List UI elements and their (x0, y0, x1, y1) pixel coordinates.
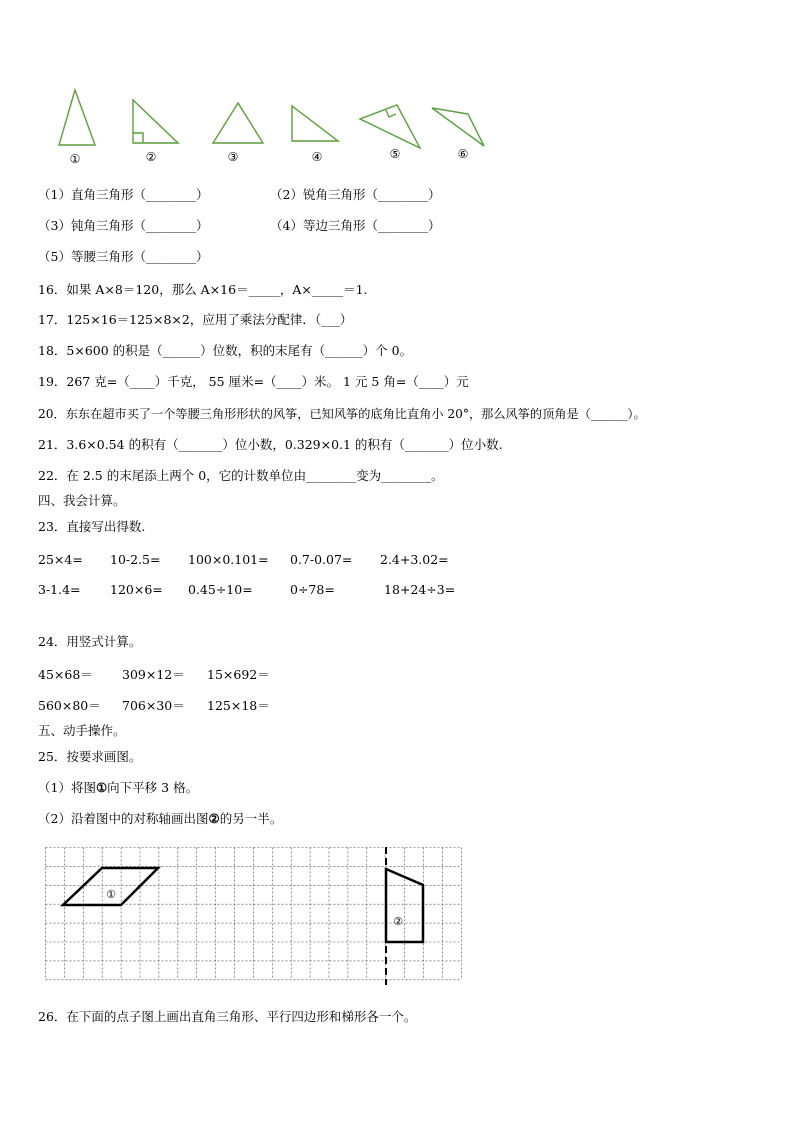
triangle-6 (432, 108, 484, 146)
q25-p2-figure-num: ② (208, 811, 220, 826)
calc-24-r1-c2: 309×12＝ (122, 667, 185, 682)
calc-24-r2-c1: 560×80＝ (38, 698, 101, 713)
question-24-title: 24．用竖式计算。 (38, 634, 142, 649)
calc-23-r2-c1: 3-1.4= (38, 582, 81, 597)
question-25-title: 25．按要求画图。 (38, 749, 142, 764)
question-17: 17．125×16＝125×8×2，应用了乘法分配律．（___） (38, 312, 353, 327)
triangle-label-1: ① (69, 152, 81, 166)
calc-24-r2-c2: 706×30＝ (122, 698, 185, 713)
drawing-grid (45, 847, 465, 987)
q25-p1-figure-num: ① (95, 780, 108, 795)
triangle-label-5: ⑤ (389, 147, 401, 161)
triangle-label-3: ③ (227, 150, 239, 164)
triangle-label-4: ④ (311, 150, 323, 164)
calc-23-r2-c3: 0.45÷10= (188, 582, 253, 597)
calc-23-r1-c4: 0.7-0.07= (290, 552, 353, 567)
classify-q1: （1）直角三角形（________） (38, 187, 209, 202)
question-25-part1 (38, 780, 198, 796)
triangle-1 (59, 90, 95, 145)
section-4-heading: 四、我会计算。 (38, 493, 126, 508)
triangle-label-2: ② (145, 150, 157, 164)
calc-23-r1-c2: 10-2.5= (110, 552, 161, 567)
calc-24-r2-c3: 125×18＝ (207, 698, 270, 713)
calc-23-r1-c5: 2.4+3.02= (380, 552, 449, 567)
calc-24-r1-c3: 15×692＝ (207, 667, 270, 682)
right-angle-mark-2 (133, 133, 143, 143)
calc-24-r1-c1: 45×68＝ (38, 667, 93, 682)
question-22: 22．在 2.5 的末尾添上两个 0，它的计数单位由________变为________。 (38, 468, 444, 483)
question-16: 16．如果 A×8＝120，那么 A×16＝_____，A×_____＝1. (38, 282, 368, 297)
shape-1-label: ① (106, 888, 116, 901)
calc-23-r2-c4: 0÷78= (290, 582, 335, 597)
calc-23-r2-c2: 120×6= (110, 582, 163, 597)
q25-p2-before: （2）沿着图中的对称轴画出图 (38, 811, 209, 826)
triangle-figures (0, 0, 794, 175)
calc-23-r1-c3: 100×0.101= (188, 552, 269, 567)
question-23-title: 23．直接写出得数. (38, 519, 146, 534)
question-18: 18．5×600 的积是（______）位数，积的末尾有（______）个 0。 (38, 343, 413, 358)
triangle-label-6: ⑥ (457, 147, 469, 161)
question-26: 26．在下面的点子图上画出直角三角形、平行四边形和梯形各一个。 (38, 1009, 417, 1024)
question-20: 20．东东在超市买了一个等腰三角形形状的风筝，已知风筝的底角比直角小 20°，那么风筝的顶角是（______）。 (38, 407, 646, 421)
triangle-5 (360, 105, 420, 148)
calc-23-r2-c5: 18+24÷3= (384, 582, 456, 597)
triangle-2 (133, 100, 178, 143)
classify-q4: （4）等边三角形（________） (270, 218, 441, 233)
q25-p1-before: （1）将图 (38, 780, 96, 795)
classify-q5: （5）等腰三角形（________） (38, 249, 209, 264)
q25-p2-after: 的另一半。 (219, 811, 283, 826)
triangle-4 (292, 106, 338, 141)
triangle-3 (213, 103, 263, 143)
section-5-heading: 五、动手操作。 (38, 723, 126, 738)
calc-23-r1-c1: 25×4= (38, 552, 83, 567)
classify-q2: （2）锐角三角形（________） (270, 187, 441, 202)
shape-2-label: ② (393, 915, 403, 928)
question-25-part2 (38, 811, 282, 827)
right-angle-mark-5 (386, 110, 396, 117)
question-19: 19．267 克=（____）千克， 55 厘米=（____）米。 1 元 5 角=（____）元 (38, 374, 469, 389)
q25-p1-after: 向下平移 3 格。 (107, 780, 199, 795)
question-21: 21．3.6×0.54 的积有（_______）位小数，0.329×0.1 的积有（_______）位小数. (38, 437, 503, 452)
classify-q3: （3）钝角三角形（________） (38, 218, 209, 233)
